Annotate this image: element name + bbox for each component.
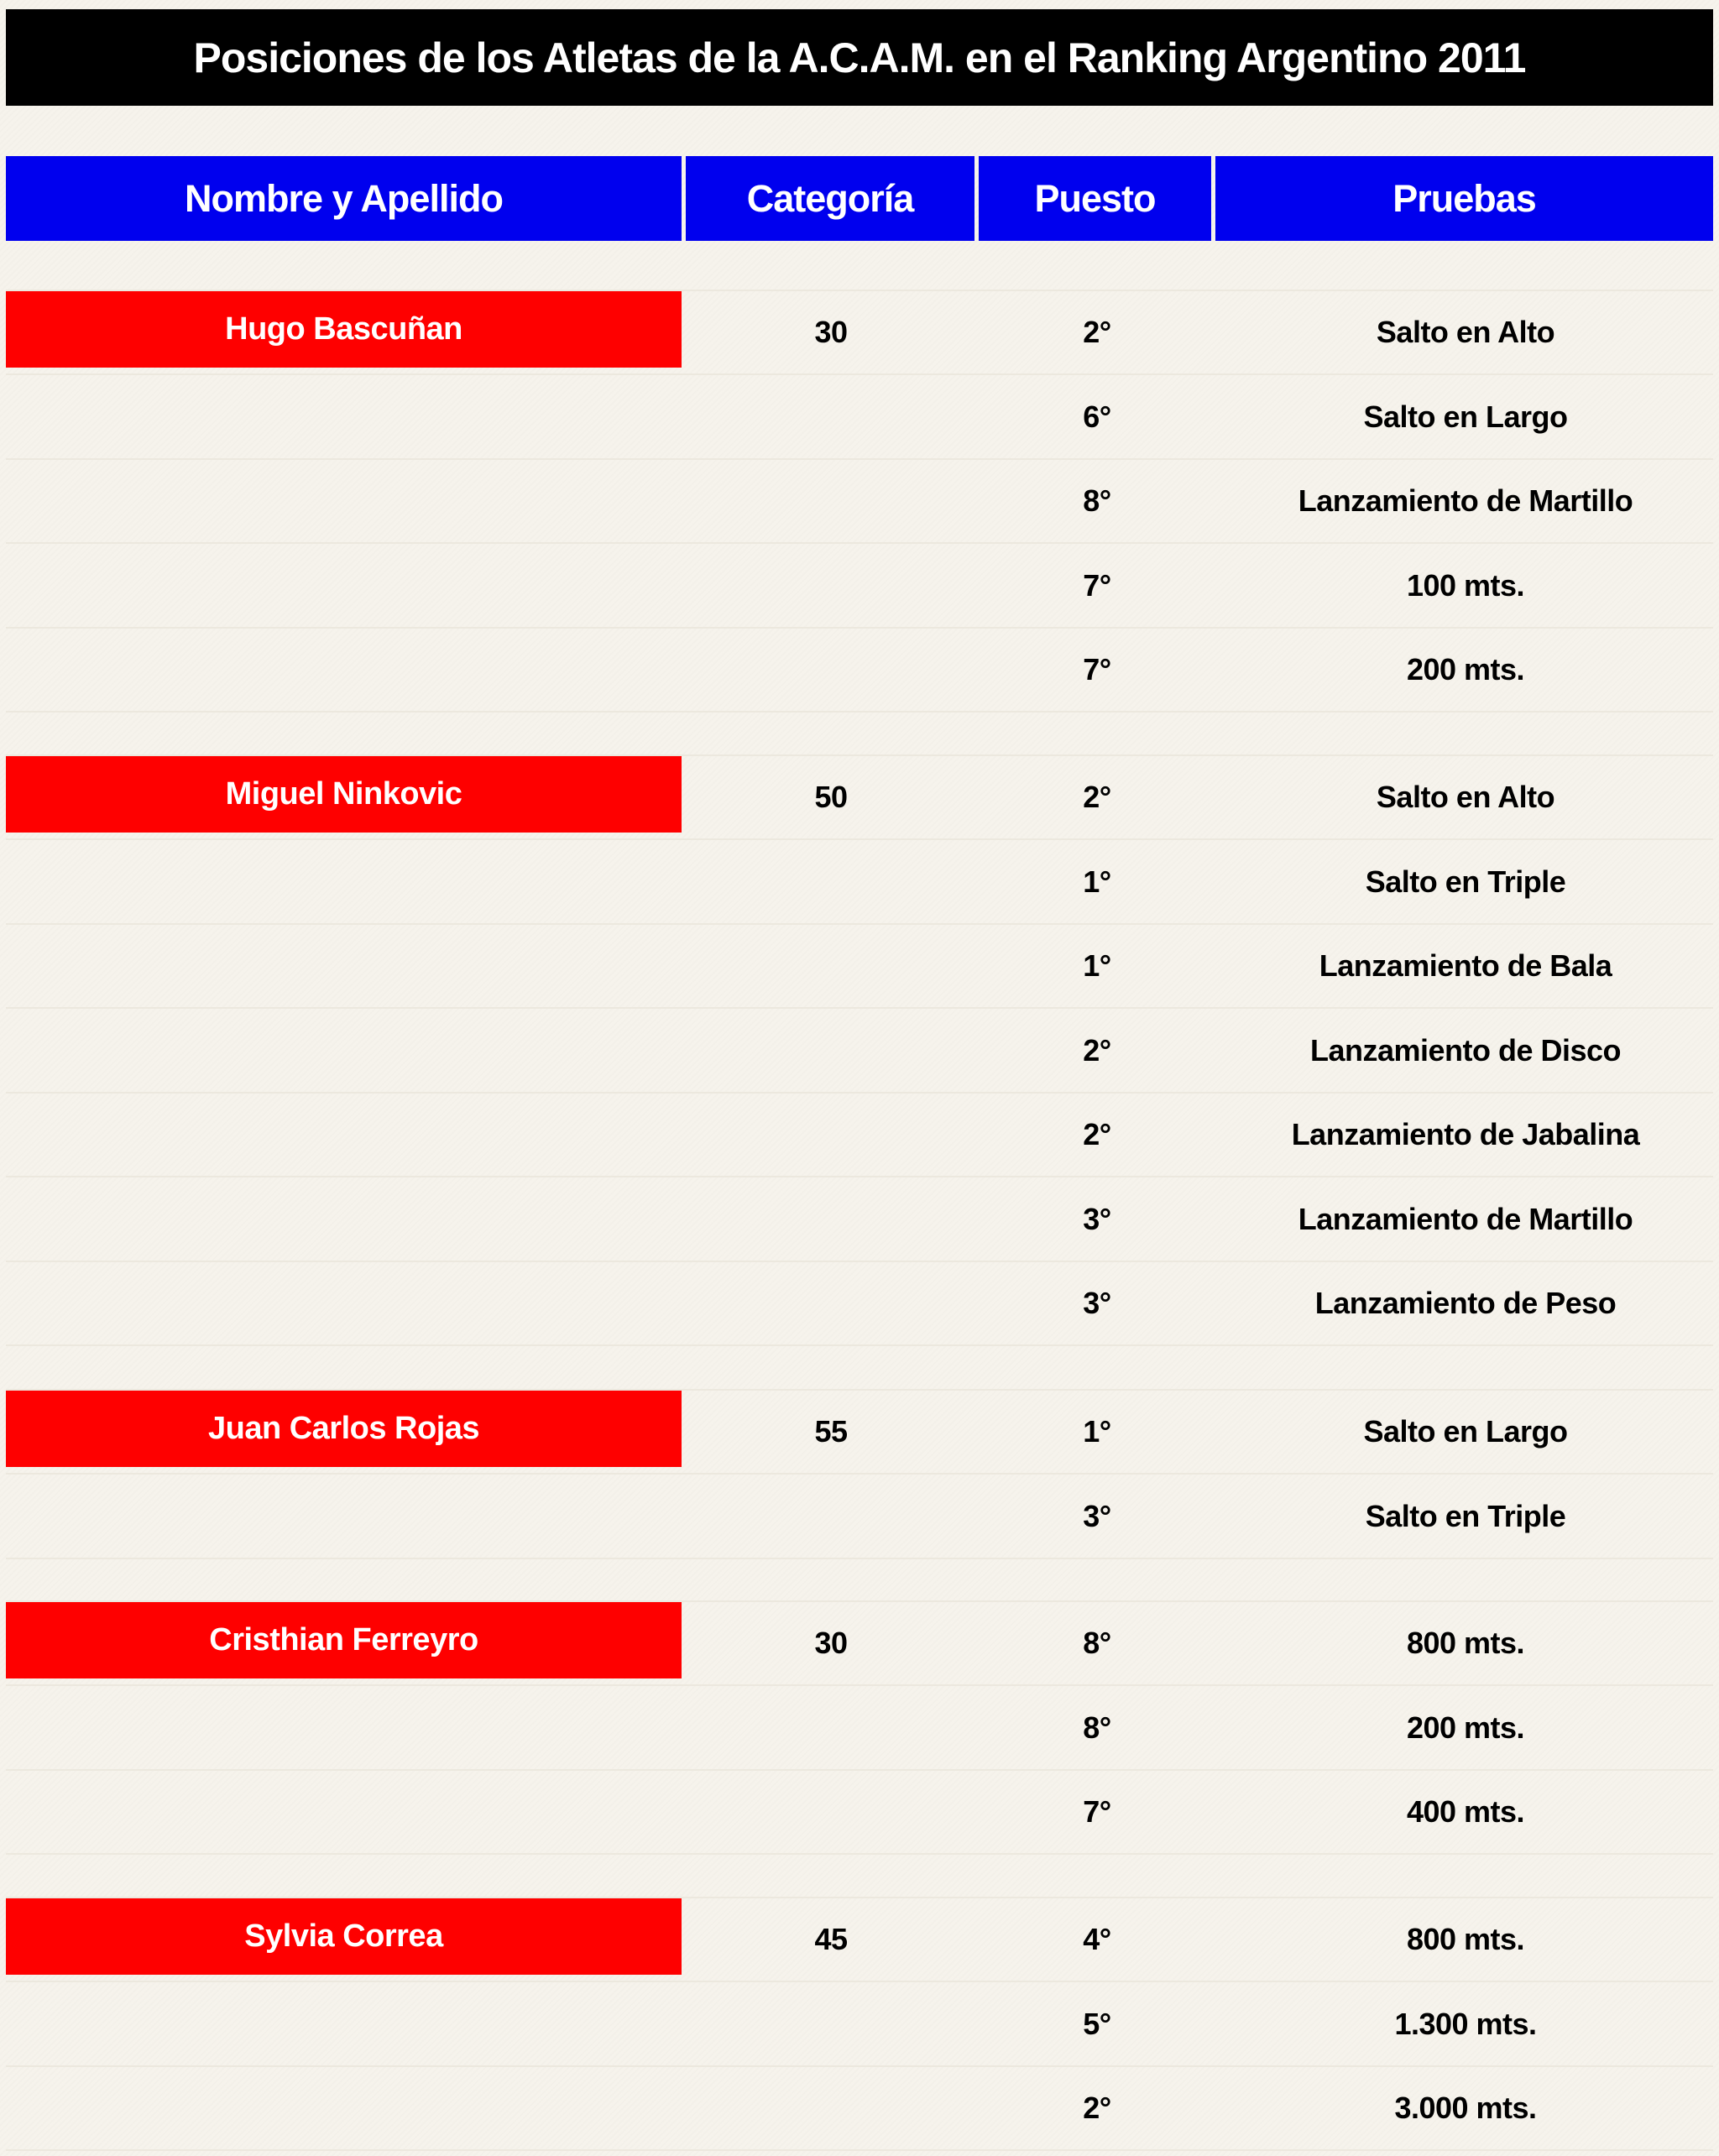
result-position: 2° <box>1083 1117 1111 1151</box>
table-row <box>6 1771 1713 1855</box>
table-row <box>6 1475 1713 1559</box>
table-row <box>6 376 1713 460</box>
result-event: Lanzamiento de Bala <box>1319 948 1612 983</box>
header-category: Categoría <box>686 156 974 241</box>
table-row <box>6 925 1713 1009</box>
result-position: 6° <box>1083 399 1111 434</box>
athlete-name: Miguel Ninkovic <box>6 756 682 833</box>
result-event: 1.300 mts. <box>1394 2007 1537 2041</box>
table-row <box>6 1898 1713 1982</box>
result-event: Salto en Alto <box>1376 780 1555 814</box>
result-position: 1° <box>1083 1414 1111 1449</box>
athlete-category: 30 <box>814 1626 848 1660</box>
table-row <box>6 1010 1713 1094</box>
result-event: Lanzamiento de Disco <box>1309 1033 1622 1068</box>
result-position: 4° <box>1083 1922 1111 1956</box>
result-event: Lanzamiento de Peso <box>1314 1286 1617 1320</box>
table-row <box>6 2067 1713 2151</box>
result-event: 3.000 mts. <box>1394 2091 1537 2125</box>
table-row <box>6 291 1713 375</box>
header-position: Puesto <box>979 156 1211 241</box>
result-position: 5° <box>1083 2007 1111 2041</box>
result-event: 200 mts. <box>1406 652 1525 686</box>
table-row <box>6 1983 1713 2067</box>
result-event: 800 mts. <box>1406 1922 1525 1956</box>
athlete-name: Hugo Bascuñan <box>6 291 682 368</box>
table-row <box>6 1262 1713 1346</box>
athlete-name: Juan Carlos Rojas <box>6 1391 682 1467</box>
athlete-category: 55 <box>814 1414 848 1449</box>
result-event: Salto en Triple <box>1365 1499 1566 1533</box>
result-position: 8° <box>1083 483 1111 518</box>
result-position: 8° <box>1083 1710 1111 1745</box>
result-event: 100 mts. <box>1406 568 1525 603</box>
table-row <box>6 1602 1713 1686</box>
athlete-name: Sylvia Correa <box>6 1898 682 1975</box>
table-row <box>6 841 1713 925</box>
result-position: 8° <box>1083 1626 1111 1660</box>
table-row <box>6 1687 1713 1771</box>
athlete-category: 50 <box>814 780 848 814</box>
table-row <box>6 545 1713 629</box>
table-row <box>6 756 1713 840</box>
result-position: 7° <box>1083 652 1111 686</box>
table-row <box>6 1094 1713 1177</box>
result-event: Lanzamiento de Jabalina <box>1291 1117 1640 1151</box>
result-position: 1° <box>1083 864 1111 899</box>
result-event: 200 mts. <box>1406 1710 1525 1745</box>
result-event: Salto en Triple <box>1365 864 1566 899</box>
header-name: Nombre y Apellido <box>6 156 682 241</box>
header-events: Pruebas <box>1215 156 1713 241</box>
result-position: 1° <box>1083 948 1111 983</box>
result-event: Lanzamiento de Martillo <box>1298 483 1633 518</box>
result-position: 3° <box>1083 1499 1111 1533</box>
table-row <box>6 460 1713 544</box>
result-event: Lanzamiento de Martillo <box>1298 1202 1633 1236</box>
result-event: 400 mts. <box>1406 1794 1525 1829</box>
result-event: Salto en Alto <box>1376 315 1555 349</box>
page-title: Posiciones de los Atletas de la A.C.A.M. en el Ranking Argentino 2011 <box>6 9 1713 106</box>
table-row <box>6 1178 1713 1262</box>
table-row <box>6 629 1713 713</box>
athlete-category: 45 <box>814 1922 848 1956</box>
result-event: Salto en Largo <box>1363 399 1568 434</box>
result-position: 3° <box>1083 1202 1111 1236</box>
result-position: 7° <box>1083 1794 1111 1829</box>
result-position: 2° <box>1083 2091 1111 2125</box>
result-position: 3° <box>1083 1286 1111 1320</box>
result-position: 2° <box>1083 1033 1111 1068</box>
athlete-name: Cristhian Ferreyro <box>6 1602 682 1678</box>
result-position: 2° <box>1083 780 1111 814</box>
result-event: 800 mts. <box>1406 1626 1525 1660</box>
athlete-category: 30 <box>814 315 848 349</box>
table-row <box>6 1391 1713 1475</box>
result-event: Salto en Largo <box>1363 1414 1568 1449</box>
result-position: 7° <box>1083 568 1111 603</box>
result-position: 2° <box>1083 315 1111 349</box>
